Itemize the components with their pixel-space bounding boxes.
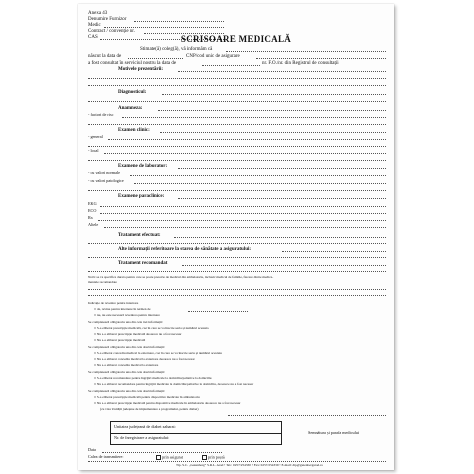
paraclinical-label: Examene paraclinice: [118, 194, 165, 199]
anamnesis-line[interactable] [88, 124, 386, 125]
note-line-1: Notă: se va specifica durata pentru care se poate prescrie de medicul din ambulatoriu, inclusiv medicul de familie, fiecare dintre medica- [88, 275, 274, 279]
diabetes-unit-box [110, 421, 282, 445]
lab-line[interactable] [88, 190, 386, 191]
by-insured-option[interactable] [156, 455, 183, 460]
by-mail-option[interactable] [202, 455, 225, 460]
eco-line[interactable] [100, 213, 386, 214]
devices-note: (cu viza Unității județene de implementare a programului, pentru diabet) [100, 407, 199, 411]
greeting-text: Stimate(ă) coleg(ă), vă informăm că [140, 47, 213, 52]
date-label: Data [88, 447, 96, 452]
others-label: Altele [88, 222, 99, 227]
home-care-not-needed-option[interactable]: □ Nu s-a eliberat recomandare pentru îngrijiri medicale la domiciliu/paliative la domiciliu, deoarece nu a fost necesar [94, 382, 254, 386]
general-label: - general [88, 134, 103, 139]
consult-date-field[interactable] [202, 65, 260, 66]
patient-name-field[interactable] [226, 51, 386, 52]
home-care-heading: Se completează obligatoriu una din cele două informații: [88, 370, 165, 374]
ekg-line[interactable] [100, 206, 386, 207]
local-line[interactable] [88, 160, 386, 161]
sick-leave-not-needed-option[interactable]: □ Nu s-a eliberat concediu medical la externare deoarece nu a fost necesar [94, 357, 195, 361]
devices-issued-option[interactable]: □ S-a eliberat prescripție medicală pentru dispozitive medicale în ambulatoriu [94, 395, 200, 399]
treatment-recommended-line[interactable] [182, 265, 386, 266]
by-insured-checkbox[interactable] [156, 455, 161, 460]
transmit-line [88, 461, 386, 462]
home-care-issued-option[interactable]: □ S-a eliberat recomandare pentru îngrijiri medicale la domiciliu/paliative la domiciliu [94, 376, 212, 380]
revisit-term-field[interactable] [188, 311, 248, 312]
checklist-line[interactable] [228, 415, 386, 416]
other-info-label: Alte informații referitoare la starea de sănătate a asiguratului: [118, 247, 252, 252]
treatment-done-line[interactable] [88, 243, 386, 244]
devices-heading: Se completează obligatoriu una din cele două informații: [88, 389, 165, 393]
normal-values-line[interactable] [130, 175, 386, 176]
paraclinical-line[interactable] [178, 198, 386, 199]
lab-line[interactable] [178, 168, 386, 169]
cnp-label: CNP/cod unic de asigurare [186, 54, 240, 59]
rx-label: Rx [88, 215, 93, 220]
medical-letter-form [78, 4, 394, 470]
clinical-label: Examen clinic: [118, 128, 150, 133]
risk-factors-label: - factori de risc [88, 112, 114, 117]
revisit-no-option[interactable]: □ nu, nu este necesară revenirea pentru internare [94, 313, 160, 317]
diagnosis-line[interactable] [162, 94, 386, 95]
motives-line[interactable] [88, 85, 386, 86]
motives-label: Motivele prezentării: [118, 67, 164, 72]
by-mail-checkbox[interactable] [202, 455, 207, 460]
devices-not-needed-option[interactable]: □ Nu s-a eliberat prescripție medicală pentru dispozitive medicale în ambulatoriu deoarece nu a fost necesar [94, 401, 241, 405]
prescription-not-needed-option[interactable]: □ Nu s-a eliberat prescripție medicală deoarece nu a fost necesar [94, 332, 182, 336]
treatment-done-line[interactable] [174, 237, 386, 238]
note-line[interactable] [88, 289, 386, 290]
consulted-label: a fost consultat în serviciul nostru la data de [88, 61, 177, 66]
registry-label: Nr. de înregistrare a asiguratului: [114, 435, 170, 440]
motives-line[interactable] [178, 71, 386, 72]
pathological-values-label: - cu valori patologice [88, 178, 124, 183]
page-title: SCRISOARE MEDICALĂ [180, 34, 292, 44]
anamnesis-label: Anamneza: [118, 106, 143, 111]
local-label: - local [88, 148, 99, 153]
supplier-label: Denumire Furnizor [88, 17, 127, 22]
prescription-not-issued-option[interactable]: □ Nu s-a eliberat prescripție medicală [94, 338, 146, 342]
others-line[interactable] [104, 227, 386, 228]
other-info-line[interactable] [282, 251, 386, 252]
general-line[interactable] [88, 146, 386, 147]
prescription-issued-option[interactable]: □ S-a eliberat prescripție medicală, caz în care se va înscrie seria și numărul acesteia [94, 326, 209, 330]
by-insured-label: prin asigurat [162, 454, 184, 460]
transmit-label: Calea de transmitere: [88, 454, 124, 459]
ekg-label: EKG [88, 201, 97, 206]
revisit-heading: Indicație de revenire pentru internare [88, 301, 139, 305]
revisit-yes-option[interactable]: □ da, revine pentru internare în termen de [94, 307, 151, 311]
motives-line[interactable] [88, 78, 386, 79]
born-label: născut la data de [88, 54, 122, 59]
note-line[interactable] [88, 295, 386, 296]
eco-label: ECO [88, 208, 97, 213]
sick-leave-not-issued-option[interactable]: □ Nu s-a eliberat concediu medical la externare [94, 363, 159, 367]
anamnesis-line[interactable] [158, 110, 386, 111]
printer-info: Tip. S.C. „Gutenberg” S.R.L. Arad • Tel.: 0257/254330 • Fax: 0257/254339 • E-mail: dtp@gutenbergarad.ro [176, 463, 323, 467]
clinical-line[interactable] [160, 132, 386, 133]
sick-leave-heading: Se completează obligatoriu una din cele două informații: [88, 345, 165, 349]
treatment-done-label: Tratament efectuat: [118, 233, 161, 238]
registry-row[interactable] [111, 433, 281, 444]
note-line-2: mentele recomandate [88, 280, 117, 284]
lab-label: Examene de laborator: [118, 164, 168, 169]
signature-label: Semnătura și parafa medicului [308, 430, 360, 435]
annex-label: Anexa 43 [88, 11, 108, 16]
rx-line[interactable] [98, 220, 386, 221]
contract-label: Contract / convenție nr. [88, 29, 135, 34]
cas-label: CAS [88, 35, 98, 40]
diagnosis-label: Diagnosticul: [118, 90, 147, 95]
local-line[interactable] [104, 153, 386, 154]
sick-leave-issued-option[interactable]: □ S-a eliberat concediu medical la externare, caz în care se va înscrie seria și numărul acestuia [94, 351, 222, 355]
doctor-field[interactable] [104, 27, 224, 28]
by-mail-label: prin poștă [208, 454, 225, 460]
normal-values-label: - cu valori normale [88, 170, 120, 175]
supplier-field[interactable] [134, 21, 224, 22]
risk-factors-line[interactable] [122, 117, 386, 118]
diabetes-unit-label: Unitatea județeană de diabet zaharat: [114, 424, 176, 429]
prescription-heading: Se completează obligatoriu una din cele trei informații: [88, 320, 163, 324]
birthdate-field[interactable] [128, 58, 183, 59]
cnp-field[interactable] [256, 58, 386, 59]
other-info-line[interactable] [88, 257, 386, 258]
treatment-recommended-label: Tratament recomandat [118, 261, 168, 266]
diagnosis-line[interactable] [88, 101, 386, 102]
treatment-recommended-line[interactable] [88, 271, 386, 272]
pathological-values-line[interactable] [134, 183, 386, 184]
doctor-label: Medic [88, 23, 101, 28]
fo-label: nr. F.O./nr. din Registrul de consultații [262, 61, 339, 66]
date-field[interactable] [102, 452, 222, 453]
general-line[interactable] [108, 139, 386, 140]
